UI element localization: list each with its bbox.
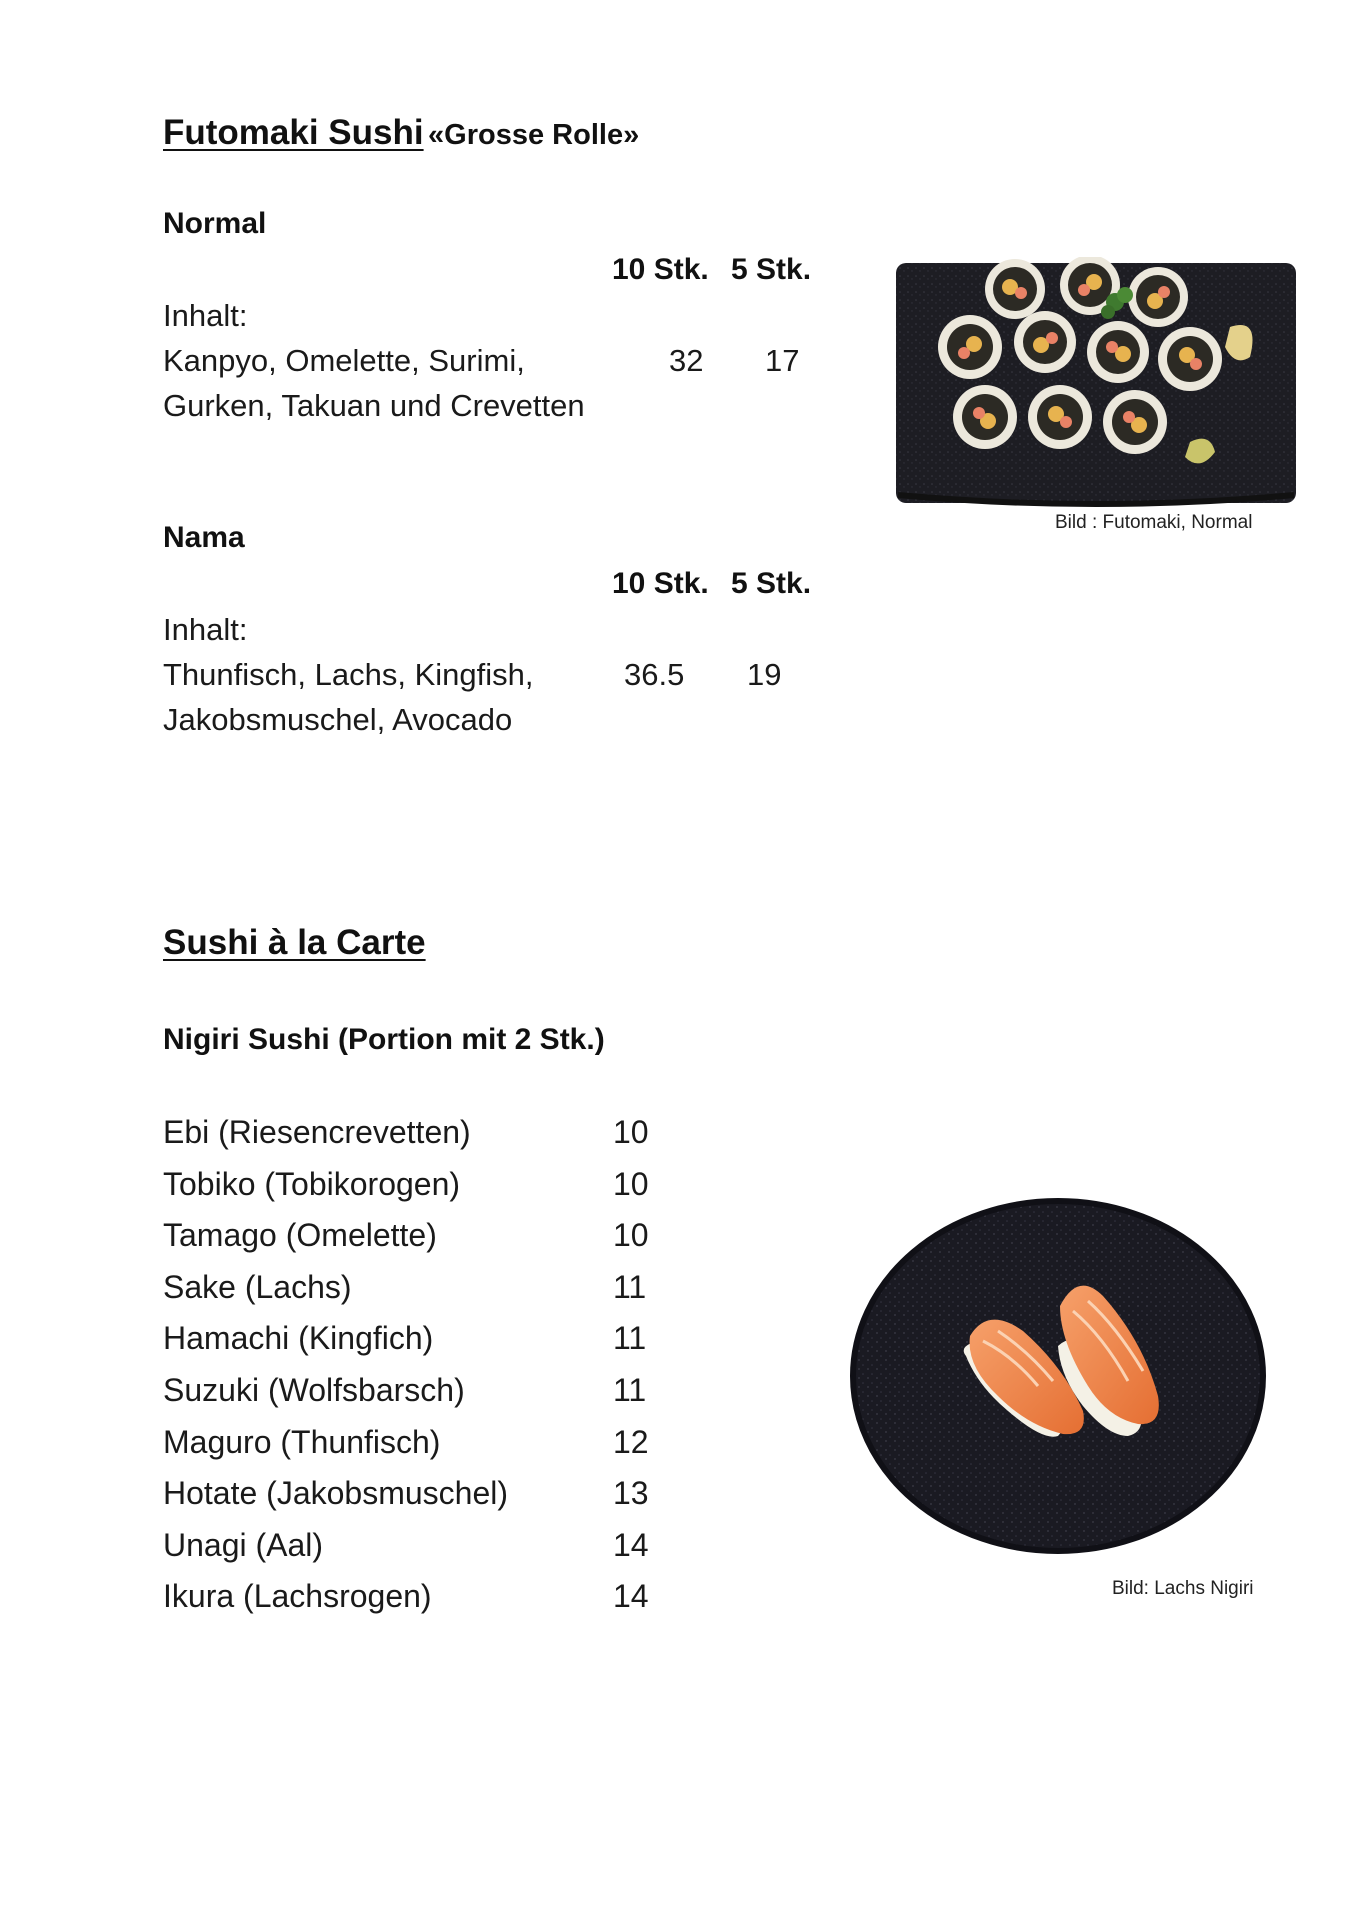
nigiri-image-caption: Bild: Lachs Nigiri [1112, 1578, 1254, 1599]
item-price: 14 [613, 1578, 649, 1614]
list-item [163, 1269, 683, 1319]
nama-content-line1: Thunfisch, Lachs, Kingfish, [163, 657, 534, 692]
futomaki-subtitle: «Grosse Rolle» [428, 119, 640, 151]
list-item [163, 1166, 683, 1216]
nama-col-5: 5 Stk. [731, 567, 812, 600]
futomaki-image-caption: Bild : Futomaki, Normal [1055, 512, 1253, 533]
item-name: Tamago (Omelette) [163, 1217, 437, 1253]
nama-heading: Nama [163, 521, 245, 554]
futomaki-image [890, 257, 1302, 511]
list-item [163, 1217, 683, 1267]
nigiri-heading: Nigiri Sushi (Portion mit 2 Stk.) [163, 1023, 605, 1056]
item-price: 11 [613, 1320, 647, 1356]
item-name: Ikura (Lachsrogen) [163, 1578, 432, 1614]
normal-col-10: 10 Stk. [612, 253, 709, 286]
item-price: 10 [613, 1114, 649, 1150]
item-price: 10 [613, 1217, 649, 1253]
item-price: 11 [613, 1372, 647, 1408]
normal-heading: Normal [163, 207, 267, 240]
list-item [163, 1578, 683, 1628]
normal-content-line2: Gurken, Takuan und Crevetten [163, 388, 585, 423]
item-price: 11 [613, 1269, 647, 1305]
normal-content-label: Inhalt: [163, 298, 248, 333]
alacarte-title: Sushi à la Carte [163, 923, 426, 962]
normal-content-line1: Kanpyo, Omelette, Surimi, [163, 343, 525, 378]
list-item [163, 1372, 683, 1422]
item-price: 12 [613, 1424, 649, 1460]
item-name: Tobiko (Tobikorogen) [163, 1166, 461, 1202]
item-name: Hotate (Jakobsmuschel) [163, 1475, 509, 1511]
nama-content-label: Inhalt: [163, 612, 248, 647]
list-item [163, 1424, 683, 1474]
list-item [163, 1114, 683, 1164]
item-name: Suzuki (Wolfsbarsch) [163, 1372, 465, 1408]
nama-content-line2: Jakobsmuschel, Avocado [163, 702, 513, 737]
item-name: Sake (Lachs) [163, 1269, 352, 1305]
item-name: Ebi (Riesencrevetten) [163, 1114, 471, 1150]
futomaki-title-group [163, 113, 639, 153]
list-item [163, 1475, 683, 1525]
item-name: Maguro (Thunfisch) [163, 1424, 441, 1460]
nama-col-10: 10 Stk. [612, 567, 709, 600]
normal-price-10: 32 [669, 343, 704, 378]
futomaki-title: Futomaki Sushi [163, 113, 424, 152]
normal-price-5: 17 [765, 343, 800, 378]
item-price: 14 [613, 1527, 649, 1563]
nigiri-image [848, 1196, 1268, 1556]
item-price: 13 [613, 1475, 649, 1511]
item-name: Hamachi (Kingfich) [163, 1320, 434, 1356]
normal-col-5: 5 Stk. [731, 253, 812, 286]
list-item [163, 1527, 683, 1577]
item-price: 10 [613, 1166, 649, 1202]
list-item [163, 1320, 683, 1370]
nama-price-10: 36.5 [624, 657, 685, 692]
item-name: Unagi (Aal) [163, 1527, 324, 1563]
nama-price-5: 19 [747, 657, 782, 692]
